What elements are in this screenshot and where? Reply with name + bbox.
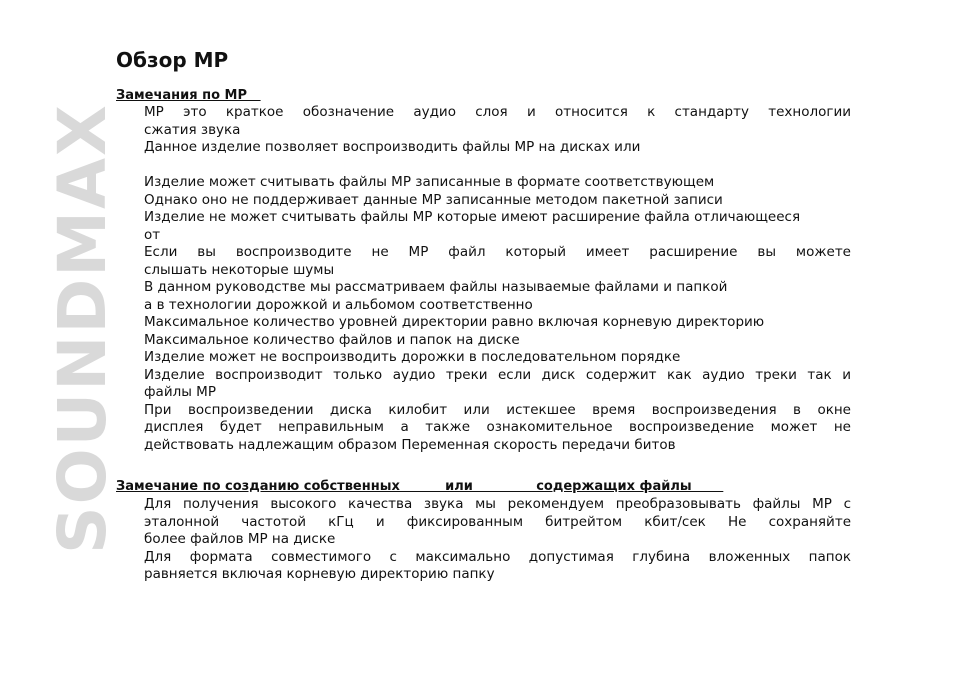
page-title: Обзор MP <box>116 48 229 72</box>
section-heading-notes: Замечания по MP <box>116 88 261 103</box>
text-line: Изделие может не воспроизводить дорожки в последовательном порядке <box>144 349 681 365</box>
text-line: дисплея будет неправильным а также ознакомительное воспроизведение может не <box>144 419 851 435</box>
text-line: от <box>144 226 161 243</box>
notes-paragraph <box>144 209 851 244</box>
text-line: а в технологии дорожкой и альбомом соответственно <box>144 296 533 313</box>
brand-logo-text: SOUNDMAX <box>43 102 121 554</box>
text-line: Изделие не может считывать файлы MP которые имеют расширение файла отличающееся <box>144 209 801 225</box>
text-line: Для формата совместимого с максимально допустимая глубина вложенных папок <box>144 548 851 565</box>
text-line: Данное изделие позволяет воспроизводить файлы MP на дисках или <box>144 139 641 155</box>
text-line: При воспроизведении диска килобит или истекшее время воспроизведения в окне <box>144 401 851 418</box>
creating-paragraph <box>144 549 851 584</box>
text-line: сжатия звука <box>144 121 241 138</box>
text-line: слышать некоторые шумы <box>144 261 335 278</box>
text-line: Если вы воспроизводите не MP файл который имеет расширение вы можете <box>144 244 851 260</box>
text-line: файлы MP <box>144 384 216 400</box>
notes-paragraph <box>144 174 851 192</box>
text-line <box>144 157 851 175</box>
text-line: В данном руководстве мы рассматриваем файлы называемые файлами и папкой <box>144 279 728 295</box>
creating-paragraph <box>144 496 851 549</box>
notes-paragraph <box>144 139 851 174</box>
text-line: Однако оно не поддерживает данные MP записанные методом пакетной записи <box>144 191 723 208</box>
notes-paragraph <box>144 244 851 279</box>
text-line: более файлов MP на диске <box>144 531 336 547</box>
text-line: Изделие может считывать файлы MP записанные в формате соответствующем <box>144 174 715 190</box>
text-line: эталонной частотой кГц и фиксированным битрейтом кбит/сек Не сохраняйте <box>144 513 851 530</box>
notes-paragraph <box>144 104 851 139</box>
notes-paragraph <box>144 402 851 455</box>
notes-paragraph <box>144 367 851 402</box>
text-line: Изделие воспроизводит только аудио треки если диск содержит как аудио треки так и <box>144 366 851 383</box>
text-line: Для получения высокого качества звука мы рекомендуем преобразовывать файлы MP с <box>144 496 851 512</box>
notes-paragraph <box>144 192 851 210</box>
text-line: равняется включая корневую директорию папку <box>144 566 495 582</box>
text-line: Максимальное количество уровней директории равно включая корневую директорию <box>144 314 765 330</box>
notes-paragraph <box>144 314 851 332</box>
text-line: действовать надлежащим образом Переменная скорость передачи битов <box>144 436 676 453</box>
notes-paragraph <box>144 279 851 314</box>
notes-paragraph <box>144 349 851 367</box>
section-heading-creating-discs: Замечание по созданию собственных или содержащих файлы <box>116 479 724 494</box>
text-line: Максимальное количество файлов и папок на диске <box>144 331 520 348</box>
notes-paragraph <box>144 332 851 350</box>
text-line: MP это краткое обозначение аудио слоя и относится к стандарту технологии <box>144 104 851 120</box>
brand-watermark <box>43 48 121 608</box>
